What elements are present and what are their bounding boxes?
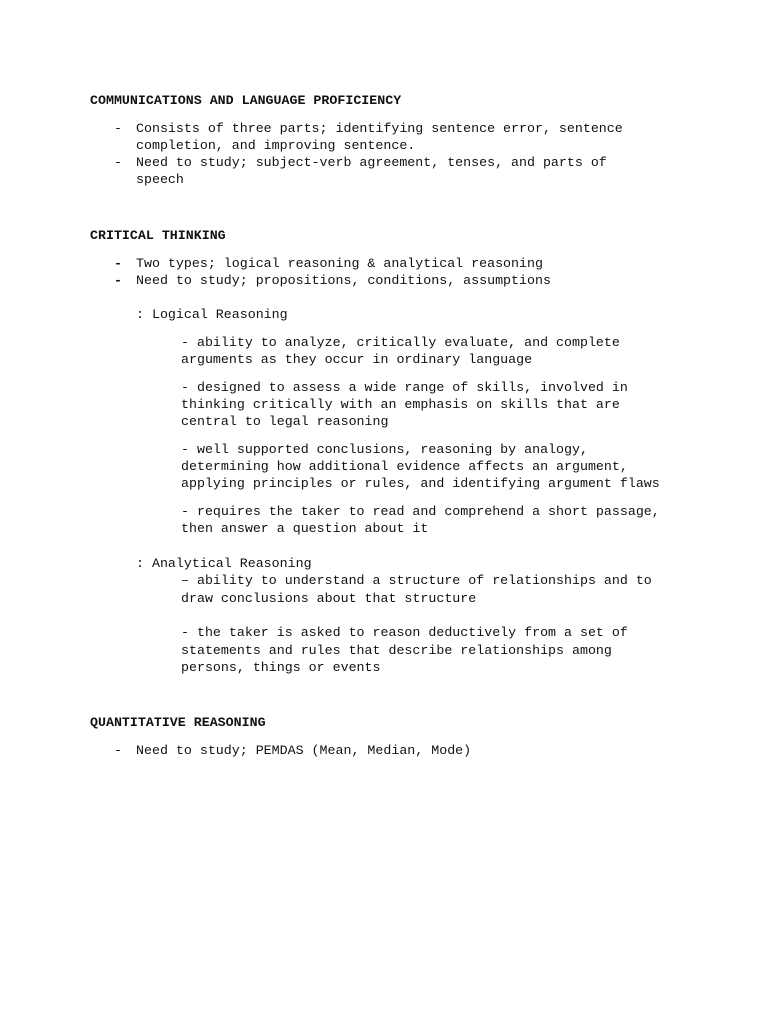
sub-item-text: - requires the taker to read and comprehend a short passage,	[181, 504, 660, 519]
bullet-text: Need to study; subject-verb agreement, tenses, and parts of	[136, 155, 607, 170]
section-heading-communications: COMMUNICATIONS AND LANGUAGE PROFICIENCY	[90, 93, 402, 108]
sub-item-text: arguments as they occur in ordinary language	[181, 352, 533, 367]
sub-item-text: - the taker is asked to reason deductively from a set of	[181, 625, 628, 640]
sub-item-text: draw conclusions about that structure	[181, 591, 477, 606]
sub-item-text: - designed to assess a wide range of skills, involved in	[181, 380, 628, 395]
bullet-text: Two types; logical reasoning & analytical reasoning	[136, 256, 543, 271]
bullet-text: completion, and improving sentence.	[136, 138, 416, 153]
subsection-label-logical-reasoning: : Logical Reasoning	[136, 307, 288, 322]
sub-item-text: - well supported conclusions, reasoning by analogy,	[181, 442, 588, 457]
bullet-dash: -	[114, 256, 122, 271]
bullet-dash: -	[114, 273, 122, 288]
sub-item-text: then answer a question about it	[181, 521, 429, 536]
bullet-dash: -	[114, 155, 122, 170]
section-heading-critical-thinking: CRITICAL THINKING	[90, 228, 226, 243]
bullet-dash: -	[114, 121, 122, 136]
section-heading-quantitative-reasoning: QUANTITATIVE REASONING	[90, 715, 266, 730]
bullet-text: Need to study; propositions, conditions, assumptions	[136, 273, 551, 288]
bullet-dash: -	[114, 743, 122, 758]
sub-item-text: applying principles or rules, and identifying argument flaws	[181, 476, 660, 491]
bullet-text: Consists of three parts; identifying sentence error, sentence	[136, 121, 623, 136]
bullet-text: speech	[136, 172, 184, 187]
sub-item-text: central to legal reasoning	[181, 414, 389, 429]
sub-item-text: – ability to understand a structure of relationships and to	[181, 573, 652, 588]
sub-item-text: - ability to analyze, critically evaluate, and complete	[181, 335, 620, 350]
sub-item-text: thinking critically with an emphasis on skills that are	[181, 397, 620, 412]
sub-item-text: persons, things or events	[181, 660, 381, 675]
subsection-label-analytical-reasoning: : Analytical Reasoning	[136, 556, 312, 571]
sub-item-text: determining how additional evidence affects an argument,	[181, 459, 628, 474]
sub-item-text: statements and rules that describe relationships among	[181, 643, 612, 658]
bullet-text: Need to study; PEMDAS (Mean, Median, Mode)	[136, 743, 472, 758]
